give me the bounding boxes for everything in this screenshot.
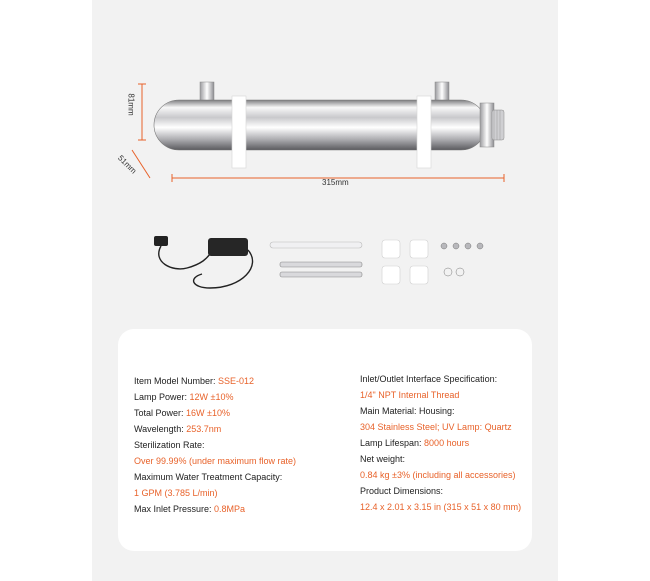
spec-material-label — [360, 406, 455, 417]
spec-sterilization-label — [134, 440, 205, 451]
spec-value: 1/4" NPT Internal Thread — [360, 390, 460, 400]
spec-value: Over 99.99% (under maximum flow rate) — [134, 456, 297, 466]
spec-label: Item Model Number: — [134, 376, 219, 386]
steel-tube — [154, 100, 486, 150]
spec-value: 253.7nm — [186, 424, 222, 434]
spec-net-weight-label — [360, 454, 405, 465]
spec-label: Main Material: Housing: — [360, 406, 455, 416]
spec-dimensions-label — [360, 486, 443, 497]
spec-value: SSE-012 — [218, 376, 255, 386]
spec-capacity-label — [134, 472, 282, 483]
screws-and-washers — [441, 243, 483, 276]
spec-label: Lamp Lifespan: — [360, 438, 425, 448]
spec-value: 304 Stainless Steel; UV Lamp: Quartz — [360, 422, 512, 432]
spec-label: Lamp Power: — [134, 392, 190, 402]
spec-value: 8000 hours — [424, 438, 470, 448]
spec-label: Product Dimensions: — [360, 486, 444, 496]
spec-value: 1 GPM (3.785 L/min) — [134, 488, 218, 498]
spec-sterilization-value — [134, 456, 296, 467]
power-adapter — [154, 236, 253, 288]
mount-clamp-left — [232, 96, 246, 168]
spec-interface-value — [360, 390, 459, 401]
spec-label: Maximum Water Treatment Capacity: — [134, 472, 283, 482]
spec-dimensions-value — [360, 502, 521, 513]
spec-capacity-value — [134, 488, 218, 499]
dimension-height: 81mm — [126, 93, 136, 116]
spec-value: 0.8MPa — [214, 504, 246, 514]
spec-lamp-lifespan — [360, 438, 469, 449]
spec-label: Inlet/Outlet Interface Specification: — [360, 374, 498, 384]
spec-label: Total Power: — [134, 408, 187, 418]
dimension-length: 315mm — [322, 178, 349, 187]
specification-card — [118, 329, 532, 551]
spec-inlet-pressure — [134, 504, 245, 515]
spec-total-power — [134, 408, 230, 419]
spec-material-value — [360, 422, 512, 433]
spec-label: Wavelength: — [134, 424, 187, 434]
spec-wavelength — [134, 424, 221, 435]
spec-label: Sterilization Rate: — [134, 440, 205, 450]
spec-value: 12W ±10% — [189, 392, 234, 402]
spec-model-number — [134, 376, 254, 387]
spec-lamp-power — [134, 392, 234, 403]
dimension-width: 51mm — [116, 153, 139, 176]
mount-clips — [382, 240, 428, 284]
spec-label: Max Inlet Pressure: — [134, 504, 215, 514]
spec-interface-label — [360, 374, 497, 385]
spec-label: Net weight: — [360, 454, 406, 464]
product-illustration — [92, 0, 558, 330]
mount-clamp-right — [417, 96, 431, 168]
spec-value: 12.4 x 2.01 x 3.15 in (315 x 51 x 80 mm) — [360, 502, 522, 512]
spec-net-weight-value — [360, 470, 516, 481]
uv-quartz-lamps — [270, 242, 362, 277]
spec-value: 0.84 kg ±3% (including all accessories) — [360, 470, 516, 480]
spec-value: 16W ±10% — [186, 408, 230, 418]
